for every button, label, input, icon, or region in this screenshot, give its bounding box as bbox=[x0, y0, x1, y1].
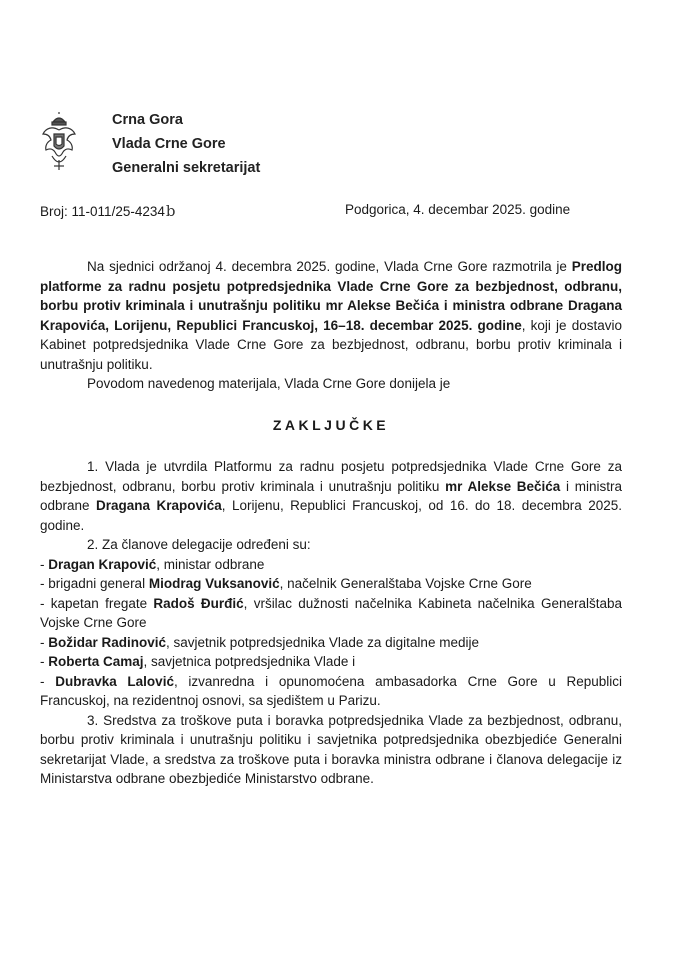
letterhead-text bbox=[112, 108, 260, 180]
country-name: Crna Gora bbox=[112, 112, 183, 128]
m4-name: Božidar Radinović bbox=[48, 634, 167, 650]
c1-bold-1: mr Alekse Bečića bbox=[445, 478, 561, 494]
intro-paragraph bbox=[40, 257, 622, 374]
conclusion-1 bbox=[40, 457, 622, 535]
reference-value: 11-011/25-4234 bbox=[71, 204, 165, 219]
m1-prefix: - bbox=[40, 556, 49, 572]
intro-text-1: Na sjednici održanoj 4. decembra 2025. godine, Vlada Crne Gore razmotrila je bbox=[87, 259, 572, 274]
document-body bbox=[40, 257, 622, 789]
intro-text-2: , koji je dostavio Kabinet potpredsjednika Vlade Crne Gore za bezbjednost, odbranu, borbu protiv kriminala i unutrašnju politiku. bbox=[40, 317, 622, 372]
conclusions-heading: ZAKLJUČKE bbox=[272, 416, 390, 433]
m6-name: Dubravka Lalović bbox=[55, 673, 174, 689]
conclusion-3: 3. Sredstva za troškove puta i boravka potpredsjednika Vlade za bezbjednost, odbranu, borbu protiv kriminala i unutrašnju politiku i savjetnika potpredsjednika obezbjediće Generalni sekretarijat Vlade, a sredstva za troškove puta i boravka ministra odbrane i članova delegacije iz Ministarstva odbrane obezbjediće Ministarstvo odbrane. bbox=[40, 712, 622, 786]
coat-of-arms-icon bbox=[40, 112, 78, 172]
delegation-member-2 bbox=[40, 574, 622, 594]
c1-text-3: , Lorijenu, Republici Francuskoj, od 16. do 18. decembra 2025. godine. bbox=[40, 498, 622, 533]
delegation-member-6 bbox=[40, 672, 622, 711]
reference-number bbox=[40, 202, 175, 220]
secretariat-name: Generalni sekretarijat bbox=[112, 160, 261, 176]
m6-role: , izvanredna i opunomoćena ambasadorka Crne Gore u Republici Francuskoj, na rezidentnoj osnovi, sa sjedištem u Parizu. bbox=[40, 673, 623, 708]
c1-text-2: i ministra odbrane bbox=[40, 478, 622, 513]
delegation-member-5 bbox=[40, 652, 622, 672]
m5-role: , savjetnica potpredsjednika Vlade i bbox=[143, 654, 356, 669]
c1-text-1: 1. Vlada je utvrdila Platformu za radnu posjetu potpredsjednika Vlade Crne Gore za bezbjednost, odbranu, borbu protiv kriminala i unutrašnju politiku bbox=[40, 459, 622, 494]
reference-label: Broj: bbox=[40, 204, 68, 219]
m2-role: , načelnik Generalštaba Vojske Crne Gore bbox=[279, 576, 532, 591]
delegation-member-1 bbox=[40, 555, 622, 575]
delegation-member-4 bbox=[40, 633, 622, 653]
m5-prefix: - bbox=[40, 654, 49, 669]
m3-name: Radoš Đurđić bbox=[153, 595, 244, 611]
m2-name: Miodrag Vuksanović bbox=[148, 576, 280, 591]
m2-prefix: - brigadni general bbox=[40, 576, 149, 591]
m3-role: , vršilac dužnosti načelnika Kabineta načelnika Generalštaba Vojske Crne Gore bbox=[40, 595, 622, 630]
handwritten-mark: b bbox=[165, 202, 176, 220]
m1-role: , ministar odbrane bbox=[156, 556, 265, 572]
m6-prefix: - bbox=[40, 673, 56, 689]
m5-name: Roberta Camaj bbox=[48, 654, 144, 669]
m4-prefix: - bbox=[40, 634, 49, 650]
place-date: Podgorica, 4. decembar 2025. godine bbox=[345, 202, 571, 217]
conclusion-2-intro: 2. Za članove delegacije određeni su: bbox=[87, 537, 311, 552]
c1-bold-2: Dragana Krapovića bbox=[96, 498, 222, 513]
m1-name: Dragan Krapović bbox=[48, 556, 157, 572]
intro-paragraph-2: Povodom navedenog materijala, Vlada Crne Gore donijela je bbox=[87, 376, 451, 391]
m3-prefix: - kapetan fregate bbox=[40, 595, 154, 611]
intro-bold-title: Predlog platforme za radnu posjetu potpredsjednika Vlade Crne Gore za bezbjednost, odbranu, borbu protiv kriminala i unutrašnju politiku mr Alekse Bečića i ministra odbrane Dragana Krapovića, Lorijenu, Republici Francuskoj, 16–18. decembar 2025. godine bbox=[40, 259, 622, 333]
delegation-member-3 bbox=[40, 594, 622, 633]
government-name: Vlada Crne Gore bbox=[112, 136, 226, 152]
m4-role: , savjetnik potpredsjednika Vlade za digitalne medije bbox=[166, 634, 479, 650]
